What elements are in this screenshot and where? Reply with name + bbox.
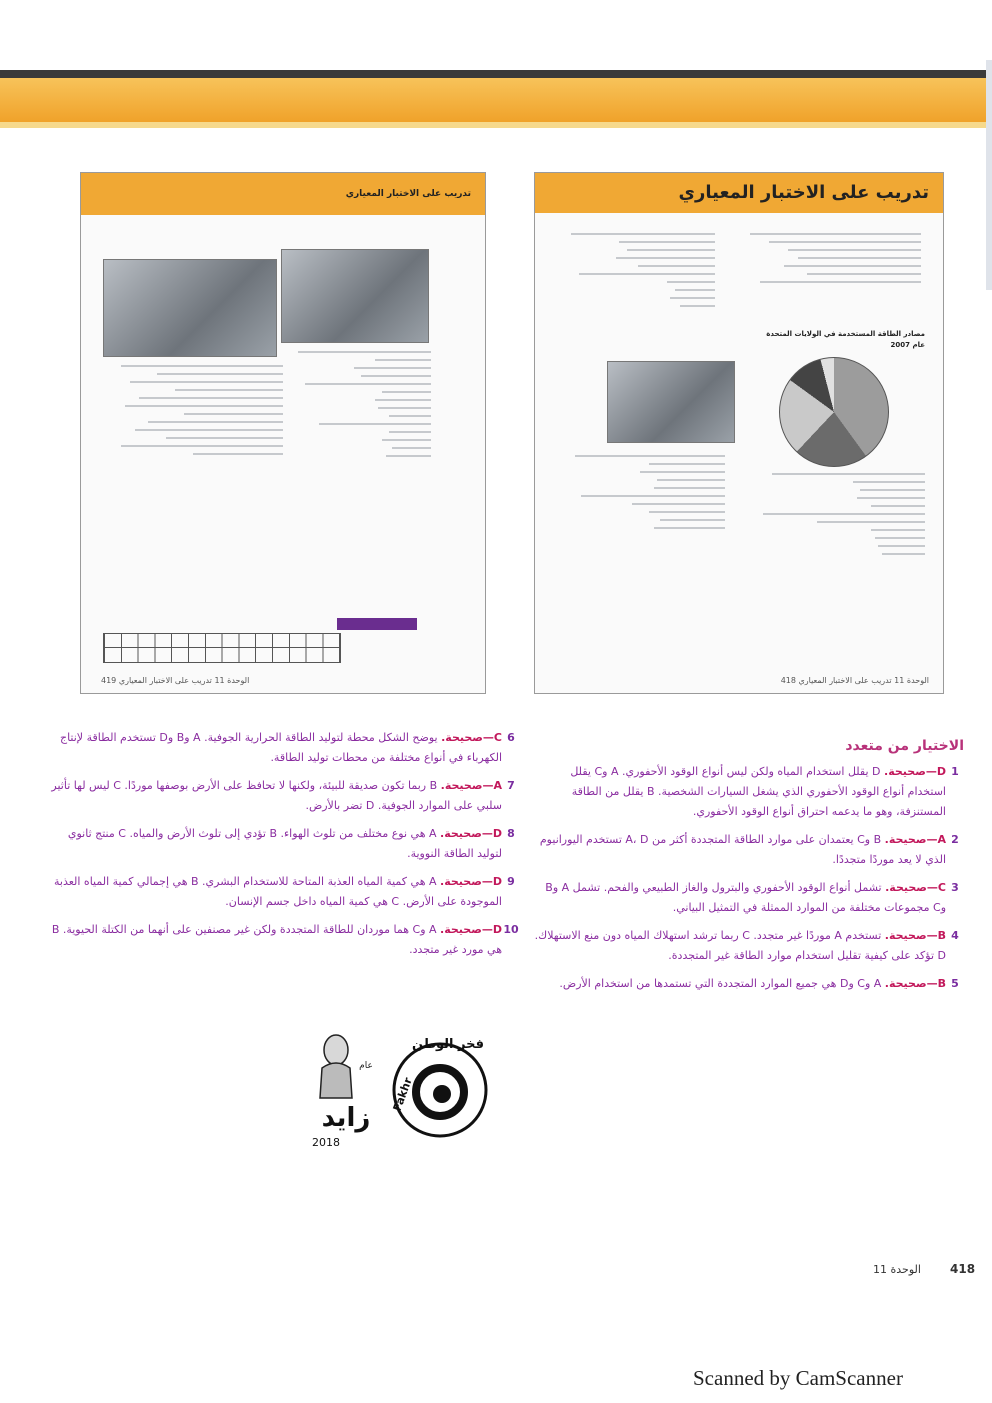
answer-explanation: B ربما تكون صديقة للبيئة، ولكنها لا تحافظ على الأرض بوصفها موردًا. C ليس لها تأثير سلبي على الموارد الجوفية. D تضر بالأرض. (51, 779, 502, 812)
geothermal-plant-figure (103, 259, 277, 357)
answer-number: 9 (507, 875, 515, 888)
help-box-header (337, 618, 417, 630)
answer-item (534, 878, 964, 918)
answer-key: A—صحيحة. (884, 833, 946, 846)
fakhr-arabic-text: فخر الوطن (412, 1037, 484, 1052)
chart-title: مصادر الطاقة المستخدمة في الولايات المتحدة عام 2007 (766, 330, 925, 349)
answer-key: A—صحيحة. (440, 779, 502, 792)
answer-number: 2 (951, 833, 959, 846)
scan-edge (986, 60, 992, 290)
answer-key: B—صحيحة. (884, 977, 946, 990)
question-options-block (555, 233, 715, 313)
answer-explanation: A هي كمية المياه العذبة المتاحة للاستخدام البشري. B هي إجمالي كمية المياه العذبة الموجودة على الأرض. C هي كمية المياه داخل جسم الإنسان. (53, 875, 502, 908)
answer-key: C—صحيحة. (441, 731, 502, 744)
answer-number: 3 (951, 881, 959, 894)
answer-number: 5 (951, 977, 959, 990)
thumbnail-footer: الوحدة 11 تدريب على الاختبار المعياري 418 (780, 676, 929, 685)
camscanner-watermark: Scanned by CamScanner (693, 1366, 903, 1390)
zayed-name: زايد (321, 1103, 371, 1133)
answer-key: D—صحيحة. (440, 923, 502, 936)
energy-sources-pie-chart (779, 357, 889, 467)
header-light-strip (0, 122, 992, 128)
zayed-small-text: عام (359, 1061, 373, 1071)
question-text-block (731, 233, 921, 289)
fakhr-al-watan-logo (386, 1030, 492, 1144)
question-text-block (103, 365, 283, 461)
section-heading: الاختيار من متعدد (845, 738, 964, 754)
header-orange-band (0, 78, 992, 122)
answer-key: D—صحيحة. (440, 875, 502, 888)
answer-explanation: A وC وD هي جميع الموارد المتجددة التي تستمدها من استخدام الأرض. (559, 977, 882, 990)
answer-item (534, 974, 964, 994)
answer-number: 7 (507, 779, 515, 792)
answers-right-column (534, 736, 964, 1002)
answer-number: 6 (507, 731, 515, 744)
page-thumbnail-418 (534, 172, 944, 694)
answer-item (534, 830, 964, 870)
answer-explanation: D يقلل استخدام المياه ولكن ليس أنواع الوقود الأحفوري. A وC يقلل استخدام أنواع الوقود الأحفوري الذي يشغل السيارات الشخصية. B يقلل من الطاقة المستنزفة، وهو ما يدعمه احتراق أنواع الوقود الأحفوري. (570, 765, 946, 818)
thumbnail-footer: الوحدة 11 تدريب على الاختبار المعياري 419 (101, 676, 250, 685)
question-text-block (745, 473, 925, 561)
answer-item (534, 926, 964, 966)
question-text-block (555, 455, 725, 535)
answer-item (534, 762, 964, 822)
nuclear-plant-figure (607, 361, 735, 443)
answer-explanation: تستخدم A موردًا غير متجدد. C ربما ترشد استهلاك المياه دون منع الاستهلاك. D تؤكد على كيفية تقليل استخدام موارد الطاقة غير المتجددة. (534, 929, 946, 962)
answer-explanation: A هي نوع مختلف من تلوث الهواء. B تؤدي إلى تلوث الأرض والمياه. C منتج ثانوي لتوليد الطاقة النووية. (67, 827, 502, 860)
answer-explanation: يوضح الشكل محطة لتوليد الطاقة الحرارية الجوفية. A وB وD تستخدم الطاقة لإنتاج الكهرباء في أنواع مختلفة من محطات توليد الطاقة. (59, 731, 502, 764)
question-lesson-table (103, 633, 341, 663)
answer-item (40, 872, 520, 912)
answer-key: B—صحيحة. (884, 929, 946, 942)
answer-key: D—صحيحة. (884, 765, 946, 778)
thumbnail-title: تدريب على الاختبار المعياري (535, 173, 943, 213)
answer-key: D—صحيحة. (440, 827, 502, 840)
page-number: 418 (950, 1262, 976, 1276)
page-thumbnail-419 (80, 172, 486, 694)
answer-number: 4 (951, 929, 959, 942)
header-dark-rule (0, 70, 992, 78)
answer-item (40, 824, 520, 864)
answer-explanation: تشمل أنواع الوقود الأحفوري والبترول والغاز الطبيعي والفحم. تشمل A وB وC مجموعات مختلفة من الموارد الممثلة في التمثيل البياني. (545, 881, 946, 914)
year-of-zayed-logo (306, 1028, 384, 1152)
answer-number: 8 (507, 827, 515, 840)
answer-key: C—صحيحة. (885, 881, 946, 894)
zayed-year: 2018 (312, 1136, 340, 1149)
answer-explanation: B وC يعتمدان على موارد الطاقة المتجددة أكثر من A، D تستخدم اليورانيوم الذي لا يعد موردًا متجددًا. (539, 833, 946, 866)
question-options-block (291, 351, 431, 463)
thumbnail-title: تدريب على الاختبار المعياري (81, 173, 485, 215)
unit-label: الوحدة 11 (873, 1263, 921, 1276)
answer-number: 1 (951, 765, 959, 778)
answer-item (40, 920, 520, 960)
answer-number: 10 (503, 923, 519, 936)
answer-item (40, 776, 520, 816)
answers-left-column (40, 728, 520, 968)
power-plant-figure (281, 249, 429, 343)
answer-item (40, 728, 520, 768)
fakhr-latin-text: Fakhr (390, 1075, 415, 1114)
answer-explanation: A وC هما موردان للطاقة المتجددة ولكن غير مصنفين على أنهما من الكتلة الحيوية. B هي مورد غير متجدد. (51, 923, 502, 956)
